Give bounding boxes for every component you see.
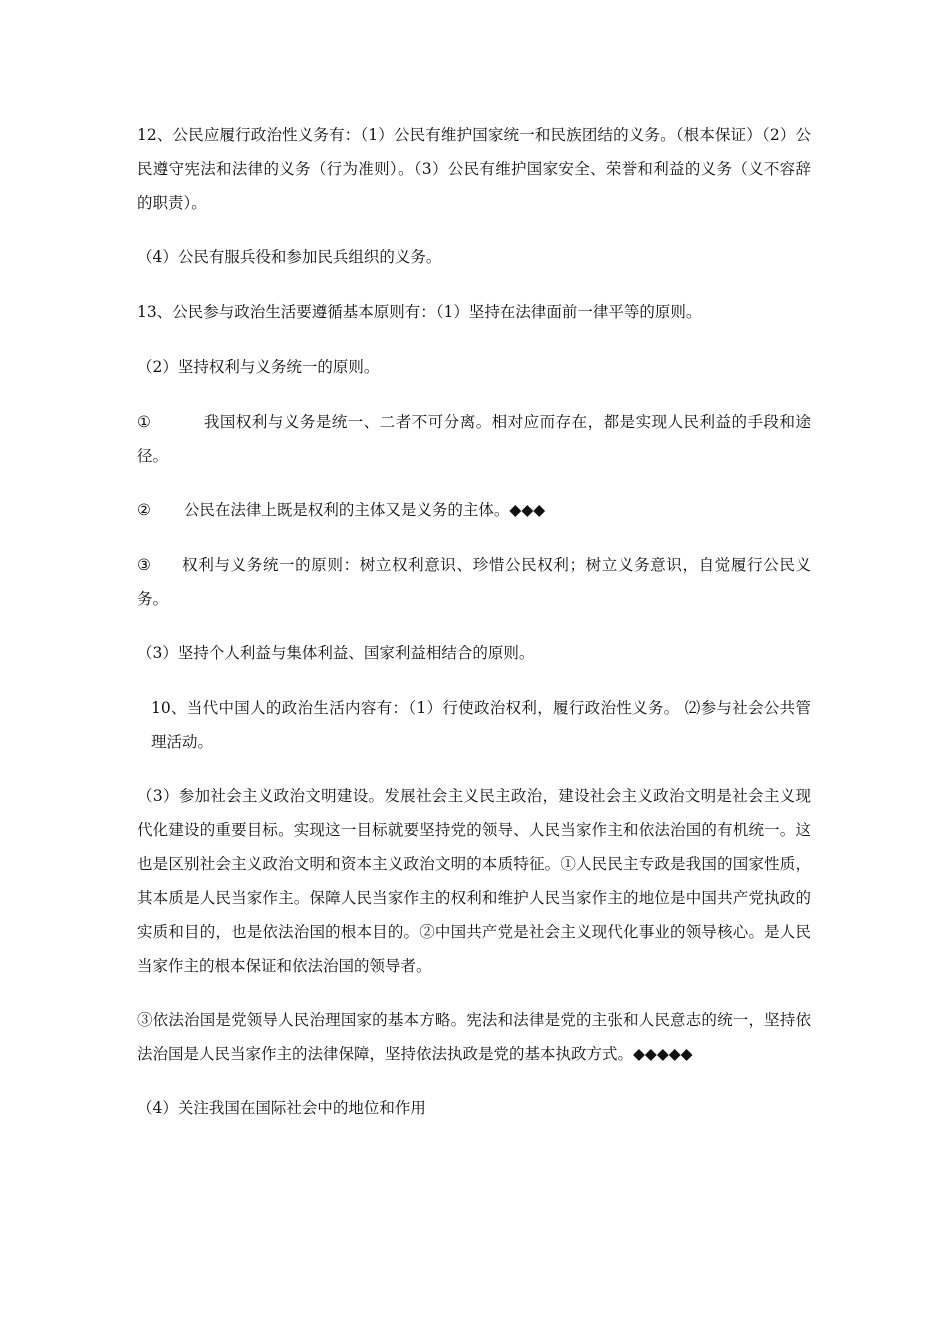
paragraph-10-political-life: 10、当代中国人的政治生活内容有：（1）行使政治权利，履行政治性义务。 ⑵参与社会公共管理活动。: [151, 699, 811, 751]
list-item-1: [137, 405, 811, 473]
list-text-2: 公民在法律上既是权利的主体又是义务的主体。◆◆◆: [183, 501, 546, 519]
list-item-2: [137, 493, 811, 527]
list-marker-2: ②: [137, 501, 151, 519]
paragraph-13-item-2: （2）坚持权利与义务统一的原则。: [137, 358, 380, 376]
list-marker-3: ③: [137, 556, 152, 574]
paragraph-13-item-3: （3）坚持个人利益与集体利益、国家利益相结合的原则。: [137, 644, 535, 662]
paragraph-10-rule-of-law: ③依法治国是党领导人民治理国家的基本方略。宪法和法律是党的主张和人民意志的统一，坚持依法治国是人民当家作主的法律保障，坚持依法执政是党的基本执政方式。◆◆◆◆◆: [137, 1011, 811, 1063]
list-item-3: [137, 548, 811, 616]
paragraph-10-item-3: （3）参加社会主义政治文明建设。发展社会主义民主政治，建设社会主义政治文明是社会主义现代化建设的重要目标。实现这一目标就要坚持党的领导、人民当家作主和依法治国的有机统一。这也是区别社会主义政治文明和资本主义政治文明的本质特征。①人民民主专政是我国的国家性质，其本质是人民当家作主。保障人民当家作主的权利和维护人民当家作主的地位是中国共产党执政的实质和目的，也是依法治国的根本目的。②中国共产党是社会主义现代化事业的领导核心。是人民当家作主的根本保证和依法治国的领导者。: [137, 787, 811, 975]
paragraph-12-item-4: （4）公民有服兵役和参加民兵组织的义务。: [137, 248, 442, 266]
document-page: [137, 118, 811, 1146]
list-text-1: 我国权利与义务是统一、二者不可分离。相对应而存在，都是实现人民利益的手段和途径。: [137, 413, 811, 465]
paragraph-10-item-4: （4）关注我国在国际社会中的地位和作用: [137, 1099, 426, 1117]
list-text-3: 权利与义务统一的原则：树立权利意识、珍惜公民权利；树立义务意识，自觉履行公民义务。: [137, 556, 811, 608]
list-marker-1: ①: [137, 413, 152, 431]
paragraph-13-principles: 13、公民参与政治生活要遵循基本原则有：（1）坚持在法律面前一律平等的原则。: [137, 303, 702, 321]
paragraph-12-political-duties: 12、公民应履行政治性义务有：（1）公民有维护国家统一和民族团结的义务。（根本保证）（2）公民遵守宪法和法律的义务（行为准则）。（3）公民有维护国家安全、荣誉和利益的义务（义不容辞的职责）。: [137, 126, 811, 212]
